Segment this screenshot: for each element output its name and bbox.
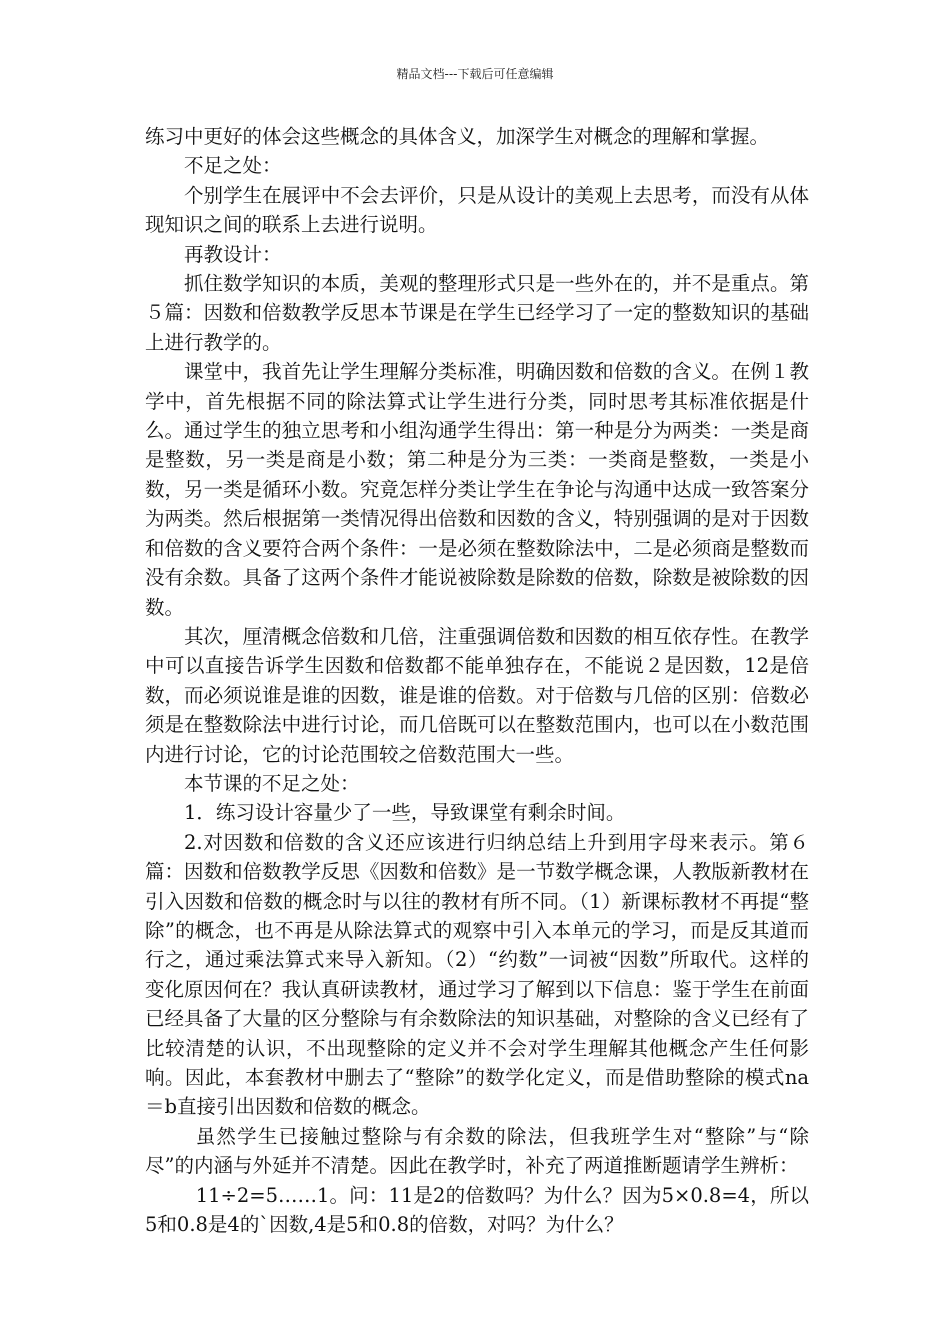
paragraph-redesign-heading: 再教设计： <box>184 242 282 266</box>
page-header: 精品文档---下载后可任意编辑 <box>396 67 554 81</box>
paragraph-5: 抓住数学知识的本质，美观的整理形式只是一些外在的，并不是重点。第５篇：因数和倍数教学反思本节课是在学生已经学习了一定的整数知识的基础上进行教学的。 <box>145 272 809 354</box>
paragraph-list-item-1: 1．练习设计容量少了一些，导致课堂有剩余时间。 <box>184 801 626 825</box>
paragraph-11: 虽然学生已接触过整除与有余数的除法，但我班学生对“整除”与“除尽”的内涵与外延并不清楚。因此在教学时，补充了两道推断题请学生辨析： <box>145 1124 809 1178</box>
paragraph-list-item-2: 2.对因数和倍数的含义还应该进行归纳总结上升到用字母来表示。第６篇：因数和倍数教学反思《因数和倍数》是一节数学概念课，人教版新教材在引入因数和倍数的概念时与以往的教材有所不同。（1）新课标教材不再提“整除”的概念，也不再是从除法算式的观察中引入本单元的学习，而是反其道而行之，通过乘法算式来导入新知。（2）“约数”一词被“因数”所取代。这样的变化原因何在？我认真研读教材，通过学习了解到以下信息：鉴于学生在前面已经具备了大量的区分整除与有余数除法的知识基础，对整除的含义已经有了比较清楚的认识，不出现整除的定义并不会对学生理解其他概念产生任何影响。因此，本套教材中删去了“整除”的数学化定义，而是借助整除的模式na＝b直接引出因数和倍数的概念。 <box>145 830 809 1119</box>
paragraph-1: 练习中更好的体会这些概念的具体含义，加深学生对概念的理解和掌握。 <box>145 125 770 148</box>
paragraph-lesson-shortcomings-heading: 本节课的不足之处： <box>184 771 360 795</box>
document-body <box>145 122 809 1239</box>
paragraph-6: 课堂中，我首先让学生理解分类标准，明确因数和倍数的含义。在例１教学中，首先根据不同的除法算式让学生进行分类，同时思考其标准依据是什么。通过学生的独立思考和小组沟通学生得出：第一种是分为两类：一类是商是整数，另一类是商是小数；第二种是分为三类：一类商是整数，一类是小数，另一类是循环小数。究竟怎样分类让学生在争论与沟通中达成一致答案分为两类。然后根据第一类情况得出倍数和因数的含义，特别强调的是对于因数和倍数的含义要符合两个条件：一是必须在整数除法中，二是必须商是整数而没有余数。具备了这两个条件才能说被除数是除数的倍数，除数是被除数的因数。 <box>145 360 809 619</box>
paragraph-7: 其次，厘清概念倍数和几倍，注重强调倍数和因数的相互依存性。在教学中可以直接告诉学生因数和倍数都不能单独存在，不能说２是因数，12是倍数，而必须说谁是谁的因数，谁是谁的倍数。对于倍数与几倍的区别：倍数必须是在整数除法中进行讨论，而几倍既可以在整数范围内，也可以在小数范围内进行讨论，它的讨论范围较之倍数范围大一些。 <box>145 624 809 766</box>
paragraph-12: 11÷2=5……1。问：11是2的倍数吗？为什么？因为5×0.8=4，所以5和0.8是4的`因数,4是5和0.8的倍数，对吗？为什么？ <box>145 1183 809 1237</box>
paragraph-shortcomings-heading: 不足之处： <box>184 154 282 178</box>
paragraph-3: 个别学生在展评中不会去评价，只是从设计的美观上去思考，而没有从体现知识之间的联系上去进行说明。 <box>145 183 809 237</box>
